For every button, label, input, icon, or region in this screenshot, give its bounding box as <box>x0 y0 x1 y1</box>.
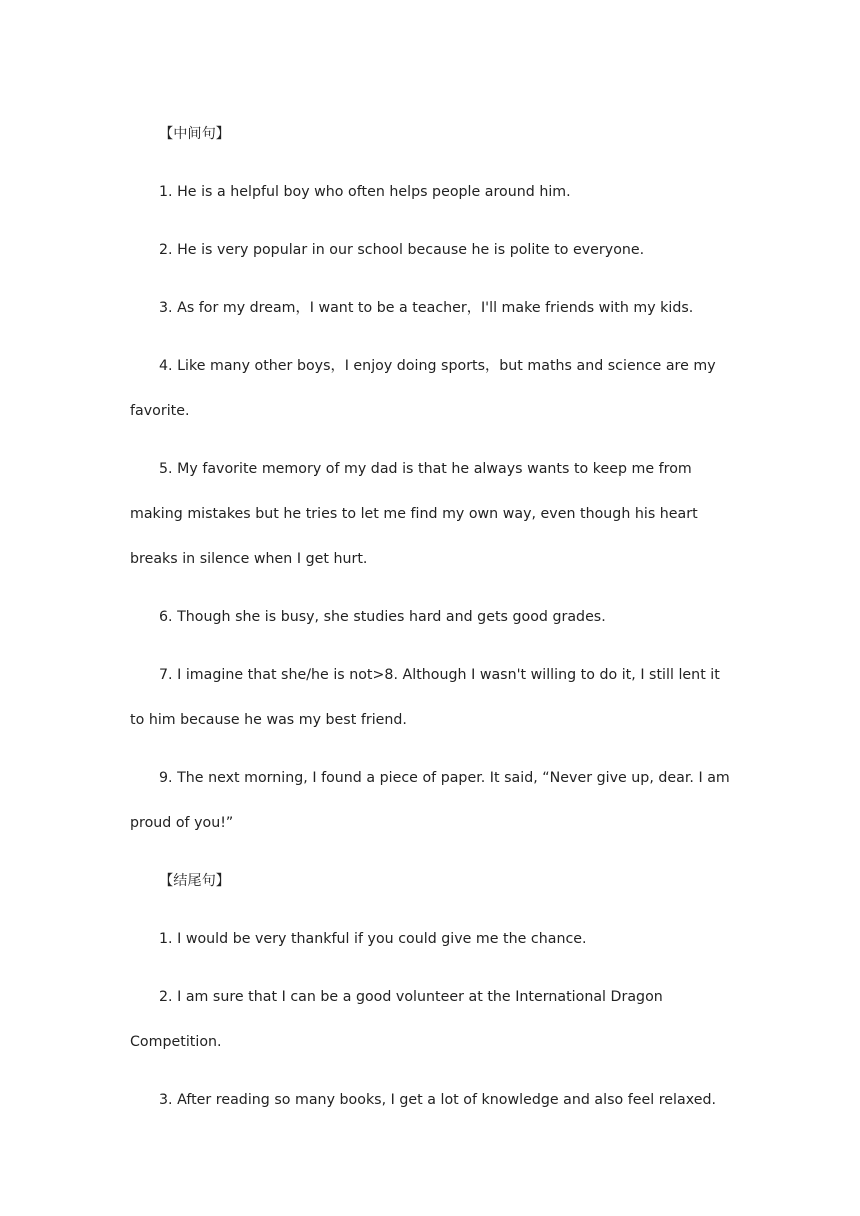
middle-sentence-5: 5. My favorite memory of my dad is that he always wants to keep me from making mistakes but he tries to let me find my own way, even though his heart breaks in silence when I get hurt. <box>130 461 698 567</box>
middle-sentence-9: 9. The next morning, I found a piece of paper. It said, “Never give up, dear. I am proud of you!” <box>130 770 730 831</box>
ending-sentence-2: 2. I am sure that I can be a good volunteer at the International Dragon Competition. <box>130 989 663 1050</box>
middle-sentence-2: 2. He is very popular in our school because he is polite to everyone. <box>159 242 645 258</box>
middle-sentence-6: 6. Though she is busy, she studies hard and gets good grades. <box>159 609 606 625</box>
ending-sentence-3: 3. After reading so many books, I get a lot of knowledge and also feel relaxed. <box>159 1092 716 1108</box>
ending-sentence-1: 1. I would be very thankful if you could give me the chance. <box>159 931 587 947</box>
document-body <box>130 112 732 1136</box>
middle-sentence-7: 7. I imagine that she/he is not>8. Although I wasn't willing to do it, I still lent it to him because he was my best friend. <box>130 667 720 728</box>
middle-sentence-3: 3. As for my dream，I want to be a teacher，I'll make friends with my kids. <box>159 300 694 316</box>
section-heading-ending: 【结尾句】 <box>159 873 230 889</box>
middle-sentence-1: 1. He is a helpful boy who often helps people around him. <box>159 184 571 200</box>
section-heading-middle: 【中间句】 <box>159 126 230 142</box>
middle-sentence-4: 4. Like many other boys，I enjoy doing sports，but maths and science are my favorite. <box>130 358 716 419</box>
